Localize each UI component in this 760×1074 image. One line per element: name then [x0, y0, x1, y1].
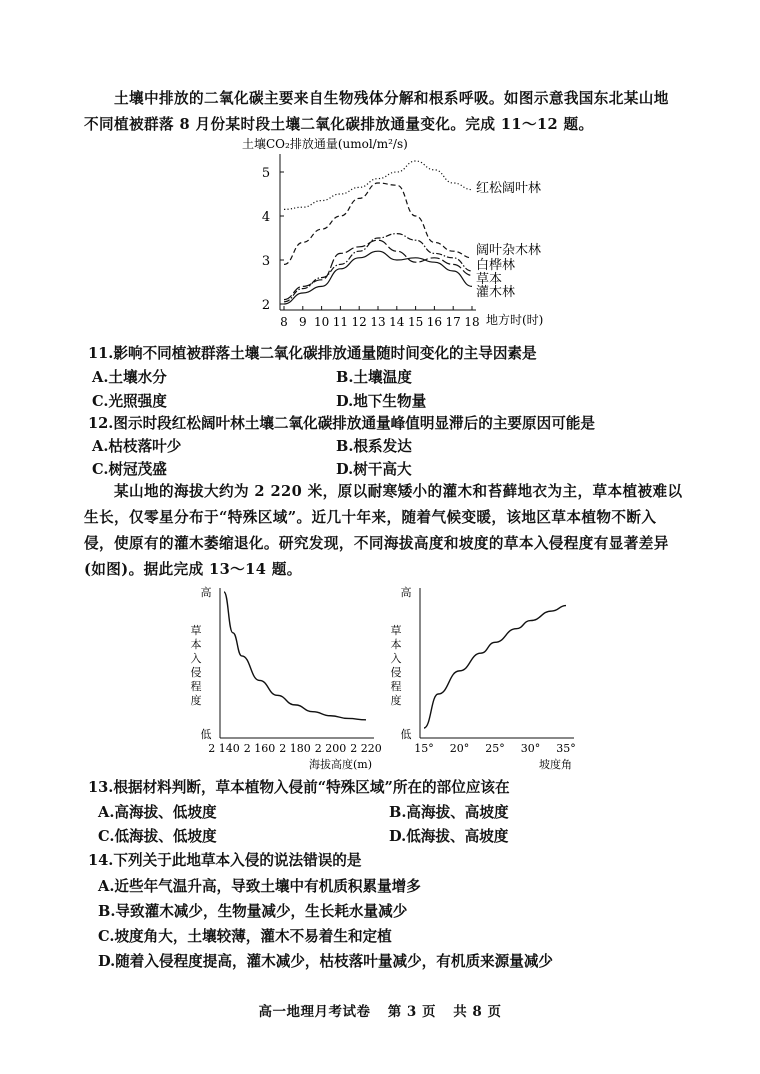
chart1-x-tick-label: 10	[313, 315, 330, 329]
chart1-x-tick-label: 12	[351, 315, 367, 329]
slope-invasion-chart	[382, 580, 582, 772]
chart1-series-line	[284, 240, 472, 299]
q14-option-a[interactable]: A.近些年气温升高，导致土壤中有机质积累量增多	[98, 878, 421, 895]
chart3-y-axis-label-char: 度	[390, 694, 402, 707]
chart2-x-axis-label: 海拔高度(m)	[308, 758, 372, 771]
footer-page-number: 第 3 页	[387, 1004, 436, 1020]
chart3-y-axis-label-char: 程	[390, 680, 402, 693]
chart1-series-label: 阔叶杂木林	[476, 243, 542, 258]
slope-invasion-curve	[424, 606, 566, 728]
q12-option-d[interactable]: D.树干高大	[336, 461, 412, 478]
q11-option-b[interactable]: B.土壤温度	[336, 369, 412, 386]
q14-option-b[interactable]: B.导致灌木减少，生物量减少，生长耗水量减少	[98, 903, 408, 920]
chart1-series-line	[284, 234, 472, 302]
chart1-series-label: 灌木林	[476, 285, 516, 300]
chart3-y-high-label: 高	[400, 586, 412, 599]
q14-option-d[interactable]: D.随着入侵程度提高，灌木减少，枯枝落叶量减少，有机质来源量减少	[98, 953, 554, 970]
q13-option-d[interactable]: D.低海拔、高坡度	[389, 828, 509, 845]
q11-option-a[interactable]: A.土壤水分	[92, 369, 167, 386]
chart3-x-tick-label: 20°	[449, 742, 470, 755]
chart1-series-label: 白桦林	[476, 258, 516, 273]
q13-option-c[interactable]: C.低海拔、低坡度	[98, 828, 217, 845]
chart2-y-axis-label-char: 本	[190, 638, 202, 651]
chart1-x-tick-label: 14	[389, 315, 405, 329]
altitude-invasion-curve	[224, 592, 366, 720]
chart2-y-low-label: 低	[200, 728, 212, 741]
chart3-x-tick-label: 35°	[556, 742, 576, 755]
chart3-y-axis-label-char: 草	[390, 624, 402, 637]
intro-paragraph-2	[84, 479, 684, 583]
chart1-series-label: 草本	[476, 272, 503, 287]
q11-option-c[interactable]: C.光照强度	[92, 393, 167, 410]
chart3-y-axis-label-char: 本	[390, 638, 402, 651]
co2-flux-chart	[230, 134, 560, 334]
intro-2-line-3: 侵，使原有的灌木萎缩退化。研究发现，不同海拔高度和坡度的草本入侵程度有显著差异	[84, 535, 669, 552]
q12-option-c[interactable]: C.树冠茂盛	[92, 461, 167, 478]
altitude-invasion-chart	[182, 580, 382, 772]
chart2-y-axis-label-char: 入	[190, 652, 202, 665]
chart1-x-tick-label: 15	[407, 315, 424, 329]
chart3-x-axis-label: 坡度角	[539, 758, 572, 771]
chart2-y-high-label: 高	[200, 586, 212, 599]
intro-1-line-2: 不同植被群落 8 月份某时段土壤二氧化碳排放通量变化。完成 11～12 题。	[84, 116, 594, 133]
q13-option-b[interactable]: B.高海拔、高坡度	[389, 804, 509, 821]
chart2-x-tick-label: 2 200	[314, 742, 347, 755]
q14-option-c[interactable]: C.坡度角大，土壤较薄，灌木不易着生和定植	[98, 928, 392, 945]
chart1-x-tick-label: 17	[445, 315, 461, 329]
chart1-series-line	[284, 251, 472, 304]
chart3-y-low-label: 低	[400, 728, 412, 741]
chart2-x-tick-label: 2 160	[243, 742, 276, 755]
intro-paragraph-1	[84, 86, 684, 138]
q12-option-b[interactable]: B.根系发达	[336, 438, 412, 455]
question-11-stem: 11.影响不同植被群落土壤二氧化碳排放通量随时间变化的主导因素是	[88, 345, 537, 362]
chart1-x-tick-label: 18	[464, 315, 480, 329]
chart1-series-line	[284, 161, 472, 209]
q12-option-a[interactable]: A.枯枝落叶少	[92, 438, 182, 455]
q13-option-a[interactable]: A.高海拔、低坡度	[98, 804, 217, 821]
chart2-x-tick-label: 2 220	[350, 742, 382, 755]
chart1-x-tick-label: 8	[280, 315, 288, 329]
question-12-stem: 12.图示时段红松阔叶林土壤二氧化碳排放通量峰值明显滞后的主要原因可能是	[88, 415, 595, 432]
chart1-x-tick-label: 11	[332, 315, 349, 329]
footer-title: 高一地理月考试卷	[258, 1004, 371, 1020]
chart2-x-tick-label: 2 140	[208, 742, 240, 755]
intro-2-line-2: 生长，仅零星分布于“特殊区域”。近几十年来，随着气候变暖，该地区草本植物不断入	[84, 509, 657, 526]
chart3-y-axis-label-char: 侵	[390, 666, 402, 679]
chart2-y-axis-label-char: 程	[190, 680, 202, 693]
intro-2-line-4: (如图)。据此完成 13～14 题。	[84, 561, 302, 578]
chart3-x-tick-label: 15°	[414, 742, 434, 755]
chart1-y-tick-label: 4	[261, 210, 271, 225]
intro-2-line-1: 某山地的海拔大约为 2 220 米，原以耐寒矮小的灌木和苔藓地衣为主，草本植被难以	[114, 483, 683, 500]
chart1-series-label: 红松阔叶林	[476, 181, 542, 196]
chart2-y-axis-label-char: 度	[190, 694, 202, 707]
question-14-stem: 14.下列关于此地草本入侵的说法错误的是	[88, 852, 362, 869]
chart1-y-tick-label: 3	[261, 254, 271, 269]
chart2-y-axis-label-char: 草	[190, 624, 202, 637]
question-13-stem: 13.根据材料判断，草本植物入侵前“特殊区域”所在的部位应该在	[88, 779, 510, 796]
chart3-x-tick-label: 30°	[520, 742, 541, 755]
page-footer	[0, 1000, 760, 1020]
intro-1-line-1: 土壤中排放的二氧化碳主要来自生物残体分解和根系呼吸。如图示意我国东北某山地	[114, 90, 669, 107]
chart1-series-line	[284, 183, 472, 264]
chart1-x-tick-label: 13	[370, 315, 386, 329]
chart3-x-tick-label: 25°	[485, 742, 505, 755]
footer-total-pages: 共 8 页	[453, 1004, 502, 1020]
chart2-x-tick-label: 2 180	[279, 742, 311, 755]
chart1-y-axis-label: 土壤CO₂排放通量(umol/m²/s)	[242, 137, 408, 151]
q11-option-d[interactable]: D.地下生物量	[336, 393, 427, 410]
chart3-y-axis-label-char: 入	[390, 652, 402, 665]
chart1-x-tick-label: 16	[426, 315, 443, 329]
chart1-x-tick-label: 9	[298, 315, 307, 329]
chart1-y-tick-label: 2	[261, 298, 271, 313]
chart1-x-axis-label: 地方时(时)	[486, 313, 544, 327]
chart2-y-axis-label-char: 侵	[190, 666, 202, 679]
chart1-y-tick-label: 5	[261, 166, 271, 181]
